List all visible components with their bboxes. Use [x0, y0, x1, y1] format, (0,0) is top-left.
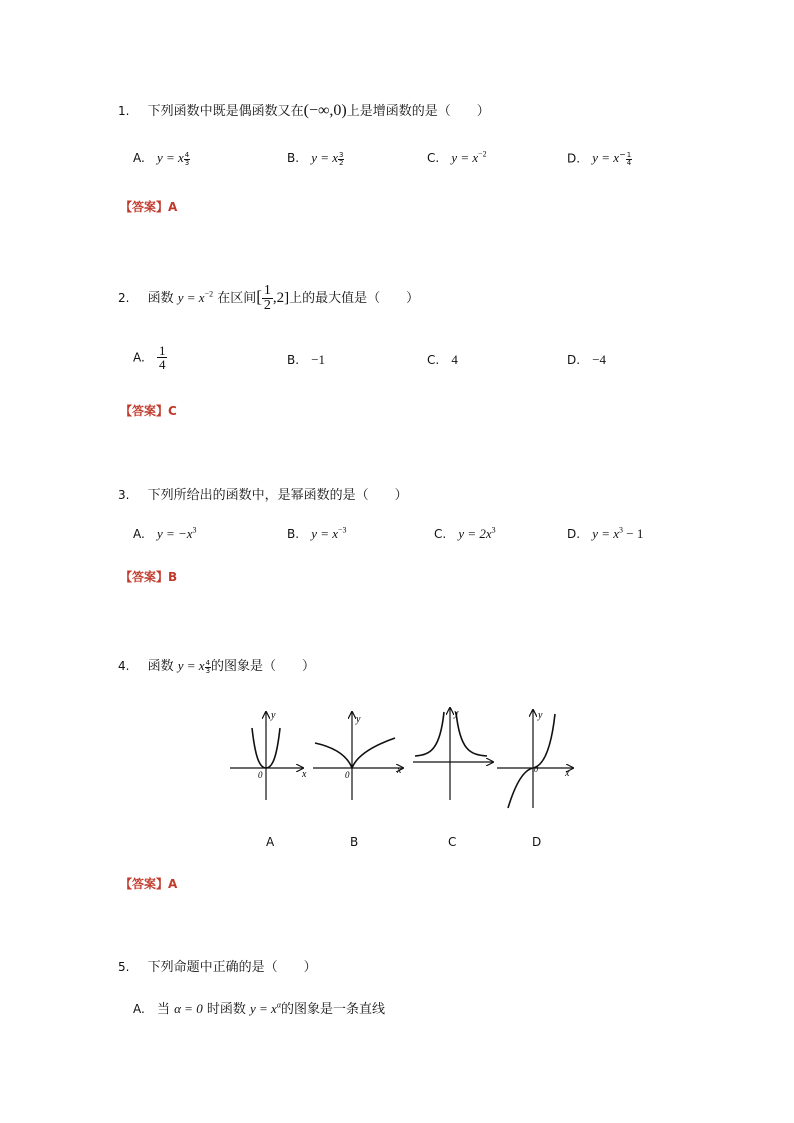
svg-text:y: y [538, 710, 543, 721]
q1-answer: 【答案】A [120, 200, 178, 214]
graph-label-a: A [266, 835, 275, 849]
q1-option-c: C. $y = x^{-2}$ [427, 149, 487, 165]
interval: (−∞,0) [303, 102, 347, 119]
question-3 [118, 484, 408, 503]
graph-label-c: C [448, 835, 457, 849]
question-text: 下列所给出的函数中，是幂函数的是（ ） [147, 488, 408, 503]
svg-text:x: x [397, 765, 402, 776]
question-text: 下列命题中正确的是（ ） [147, 960, 317, 975]
q4-graphs [225, 700, 585, 815]
q5-option-a: A. 当 α = 0 时函数 $y = x^\alpha$的图象是一条直线 [133, 1000, 386, 1017]
question-2: 2. 函数 $y = x^{-2}$ 在区间[ $\frac{1}{2}$ ,2]上的最大值是（ ） [118, 283, 420, 313]
graph-b [313, 712, 403, 800]
q3-option-a: A. $y = -x^3$ [133, 525, 197, 541]
q1-option-a: A. y = x $\frac{4}{3}$ [133, 150, 190, 167]
svg-text:y: y [454, 708, 459, 719]
q2-option-b: B. −1 [287, 352, 326, 367]
axis-x-label: x [302, 769, 307, 780]
question-number: 4. [118, 659, 130, 673]
q1-option-b: B. y = x $\frac{3}{2}$ [287, 150, 344, 167]
graph-label-b: B [350, 835, 359, 849]
question-number: 1. [118, 104, 130, 118]
q3-option-d: D. $y = x^3 - 1$ [567, 525, 644, 541]
q2-option-a: A. $\frac{1}{4}$ [133, 343, 166, 372]
question-number: 3. [118, 488, 130, 502]
question-5 [118, 956, 317, 975]
q2-option-d: D. −4 [567, 352, 607, 367]
q3-option-c: C. $y = 2x^3$ [434, 525, 496, 541]
svg-text:0: 0 [345, 770, 350, 780]
graph-c [413, 708, 493, 800]
q3-option-b: B. $y = x^{-3}$ [287, 525, 347, 541]
question-number: 2. [118, 291, 130, 305]
svg-text:x: x [565, 768, 570, 779]
question-1 [118, 100, 490, 120]
q4-answer: 【答案】A [120, 877, 178, 891]
question-number: 5. [118, 960, 130, 974]
axis-y-label: y [271, 710, 276, 721]
svg-text:0: 0 [534, 765, 538, 774]
origin-label: 0 [258, 770, 263, 780]
q1-option-d: D. y = x− $\frac{1}{4}$ [567, 150, 632, 167]
question-text: 下列函数中既是偶函数又在 [147, 104, 304, 119]
graph-label-d: D [532, 835, 542, 849]
q2-option-c: C. 4 [427, 352, 458, 367]
q2-answer: 【答案】C [120, 404, 177, 418]
graph-d [497, 710, 573, 808]
question-4: 4. 函数 y = x $\frac{4}{3}$ 的图象是（ ） [118, 658, 316, 675]
q3-answer: 【答案】B [120, 570, 178, 584]
graph-a [230, 710, 307, 800]
svg-text:y: y [356, 714, 361, 725]
question-text-tail: 上是增函数的是（ ） [346, 104, 490, 119]
